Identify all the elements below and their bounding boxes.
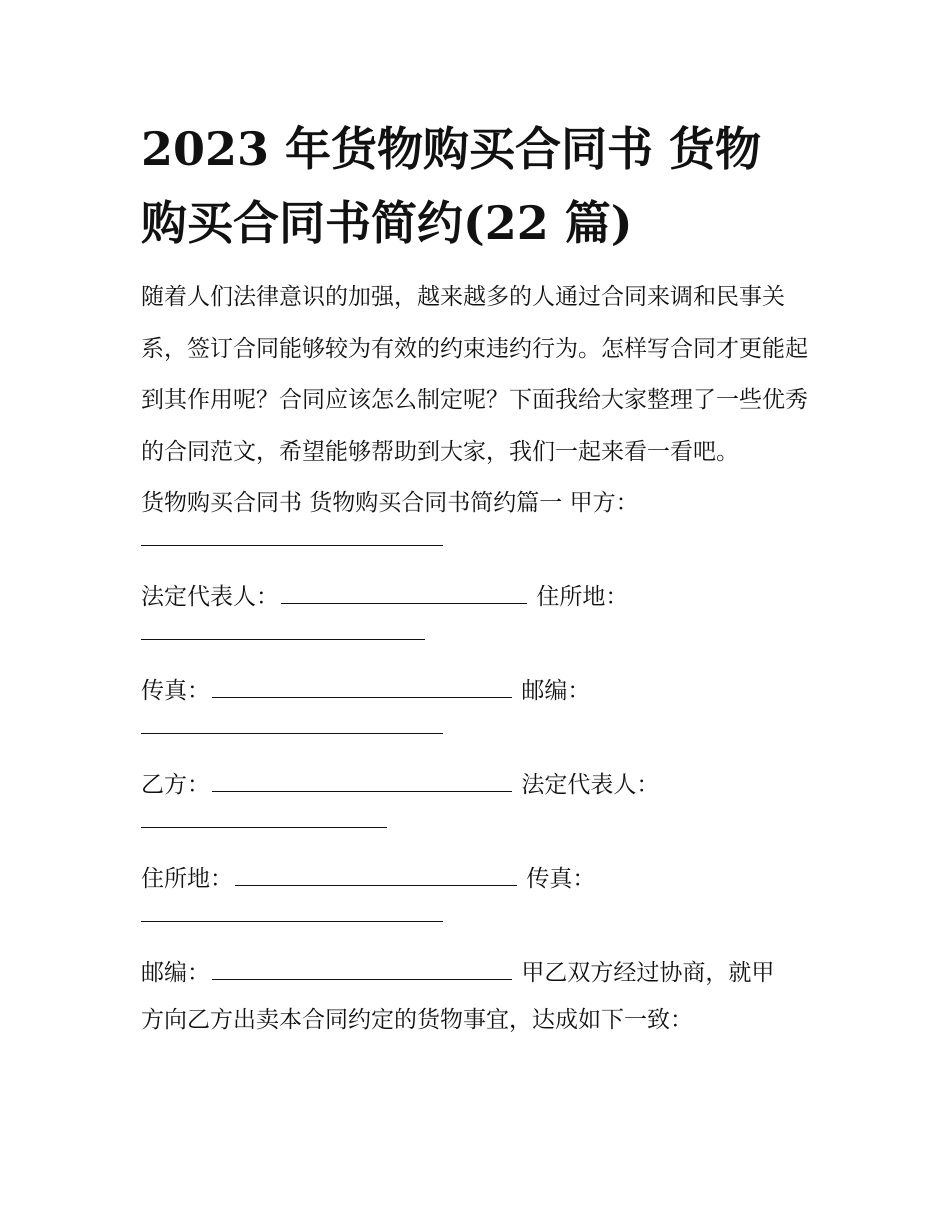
title-line-2: 购买合同书简约(22 篇) — [141, 196, 633, 250]
intro-paragraph: 随着人们法律意识的加强，越来越多的人通过合同来调和民事关系，签订合同能够较为有效的约束违约行为。怎样写合同才更能起到其作用呢？合同应该怎么制定呢？下面我给大家整理了一些优秀的合同范文，希望能够帮助到大家，我们一起来看一看吧。 — [141, 284, 808, 465]
address-b-blank — [235, 867, 517, 886]
party-b-row — [141, 762, 821, 809]
postcode-a-blank-line — [141, 715, 821, 762]
closing-line: 方向乙方出卖本合同约定的货物事宜，达成如下一致： — [141, 1007, 693, 1033]
address-a-label: 住所地： — [536, 584, 629, 610]
legal-rep-a-label: 法定代表人： — [141, 584, 279, 610]
section-heading: 货物购买合同书 货物购买合同书简约篇一 甲方： — [141, 490, 639, 516]
fax-a-blank — [212, 679, 512, 698]
postcode-a-label: 邮编： — [521, 678, 591, 704]
document-page — [141, 112, 821, 1044]
document-title — [141, 112, 821, 260]
legal-rep-b-blank-line — [141, 809, 821, 856]
address-a-blank — [141, 621, 425, 640]
legal-rep-b-blank — [141, 809, 387, 828]
fax-b-blank-line — [141, 903, 821, 950]
party-a-name-blank — [141, 527, 443, 546]
postcode-a-blank — [141, 715, 443, 734]
party-b-blank — [212, 773, 512, 792]
legal-rep-a-blank — [281, 585, 527, 604]
fax-b-label: 传真： — [526, 866, 596, 892]
postcode-b-label: 邮编： — [141, 960, 210, 986]
party-b-postcode-row — [141, 950, 821, 997]
party-b-label: 乙方： — [141, 772, 210, 798]
fax-a-label: 传真： — [141, 678, 210, 704]
title-line-1: 2023 年货物购买合同书 货物 — [141, 122, 762, 176]
legal-rep-b-label: 法定代表人： — [521, 772, 660, 798]
postcode-b-blank — [212, 961, 512, 980]
party-a-fax-row — [141, 668, 821, 715]
party-a-legal-rep-row — [141, 574, 821, 621]
party-b-address-row — [141, 856, 821, 903]
party-a-name-blank-line — [141, 527, 821, 574]
address-b-label: 住所地： — [141, 866, 233, 892]
address-a-blank-line — [141, 621, 821, 668]
agreement-tail-text: 甲乙双方经过协商，就甲 — [521, 960, 775, 986]
fax-b-blank — [141, 903, 443, 922]
